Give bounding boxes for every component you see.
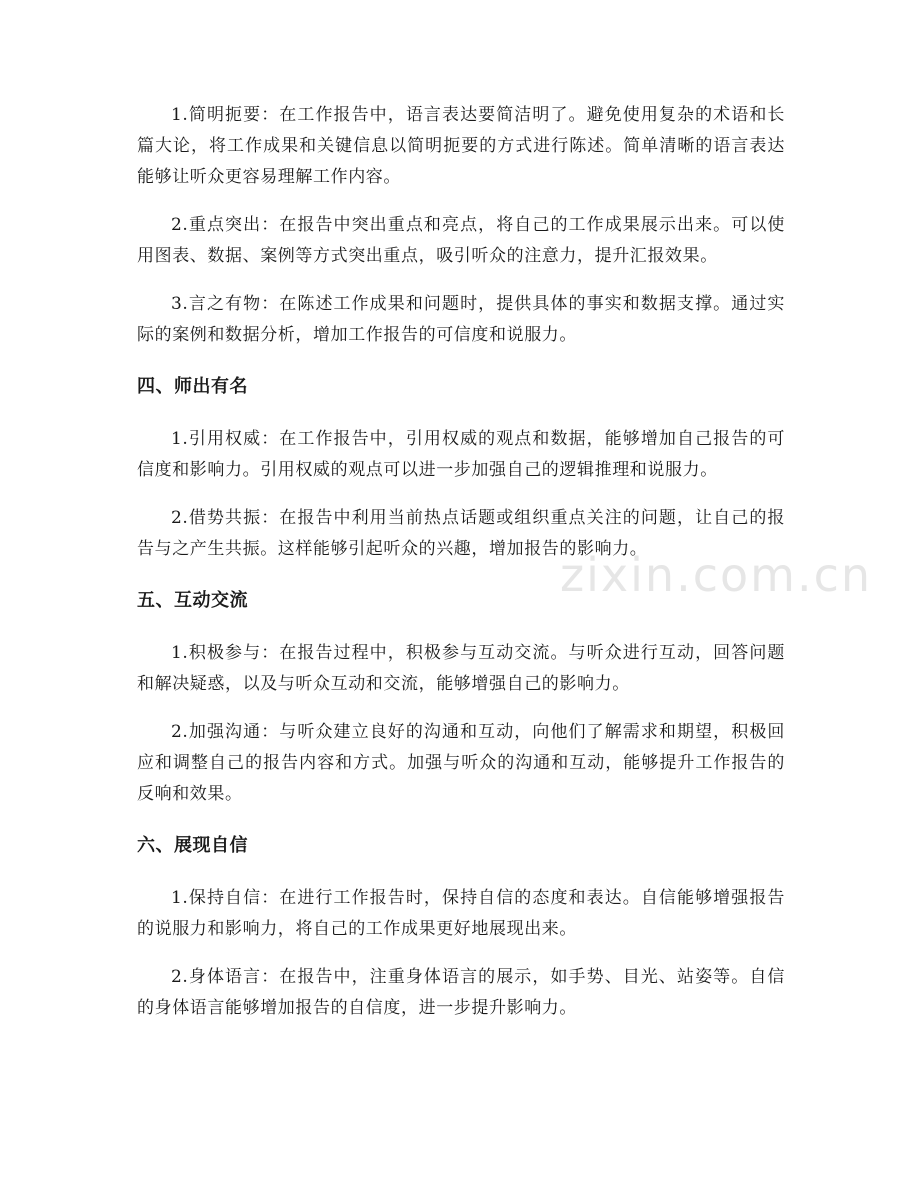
paragraph: 3.言之有物：在陈述工作成果和问题时，提供具体的事实和数据支撑。通过实际的案例和数据分析，增加工作报告的可信度和说服力。: [137, 294, 785, 345]
section-heading: 六、展现自信: [137, 835, 248, 856]
paragraph: 1.简明扼要：在工作报告中，语言表达要简洁明了。避免使用复杂的术语和长篇大论，将工作成果和关键信息以简明扼要的方式进行陈述。简单清晰的语言表达能够让听众更容易理解工作内容。: [137, 105, 785, 187]
section-heading: 四、师出有名: [137, 376, 248, 397]
paragraph: 2.加强沟通：与听众建立良好的沟通和互动，向他们了解需求和期望，积极回应和调整自己的报告内容和方式。加强与听众的沟通和互动，能够提升工作报告的反响和效果。: [137, 722, 785, 804]
paragraph: 1.积极参与：在报告过程中，积极参与互动交流。与听众进行互动，回答问题和解决疑惑，以及与听众互动和交流，能够增强自己的影响力。: [137, 643, 785, 694]
paragraph: 1.保持自信：在进行工作报告时，保持自信的态度和表达。自信能够增强报告的说服力和影响力，将自己的工作成果更好地展现出来。: [137, 888, 785, 939]
watermark-text: zixin.com.cn: [560, 548, 873, 602]
paragraph: 2.借势共振：在报告中利用当前热点话题或组织重点关注的问题，让自己的报告与之产生共振。这样能够引起听众的兴趣，增加报告的影响力。: [137, 508, 785, 559]
section-heading: 五、互动交流: [137, 590, 248, 611]
paragraph: 1.引用权威：在工作报告中，引用权威的观点和数据，能够增加自己报告的可信度和影响力。引用权威的观点可以进一步加强自己的逻辑推理和说服力。: [137, 429, 785, 480]
document-body: [137, 100, 785, 1024]
paragraph: 2.身体语言：在报告中，注重身体语言的展示，如手势、目光、站姿等。自信的身体语言能够增加报告的自信度，进一步提升影响力。: [137, 967, 785, 1018]
paragraph: 2.重点突出：在报告中突出重点和亮点，将自己的工作成果展示出来。可以使用图表、数据、案例等方式突出重点，吸引听众的注意力，提升汇报效果。: [137, 215, 785, 266]
